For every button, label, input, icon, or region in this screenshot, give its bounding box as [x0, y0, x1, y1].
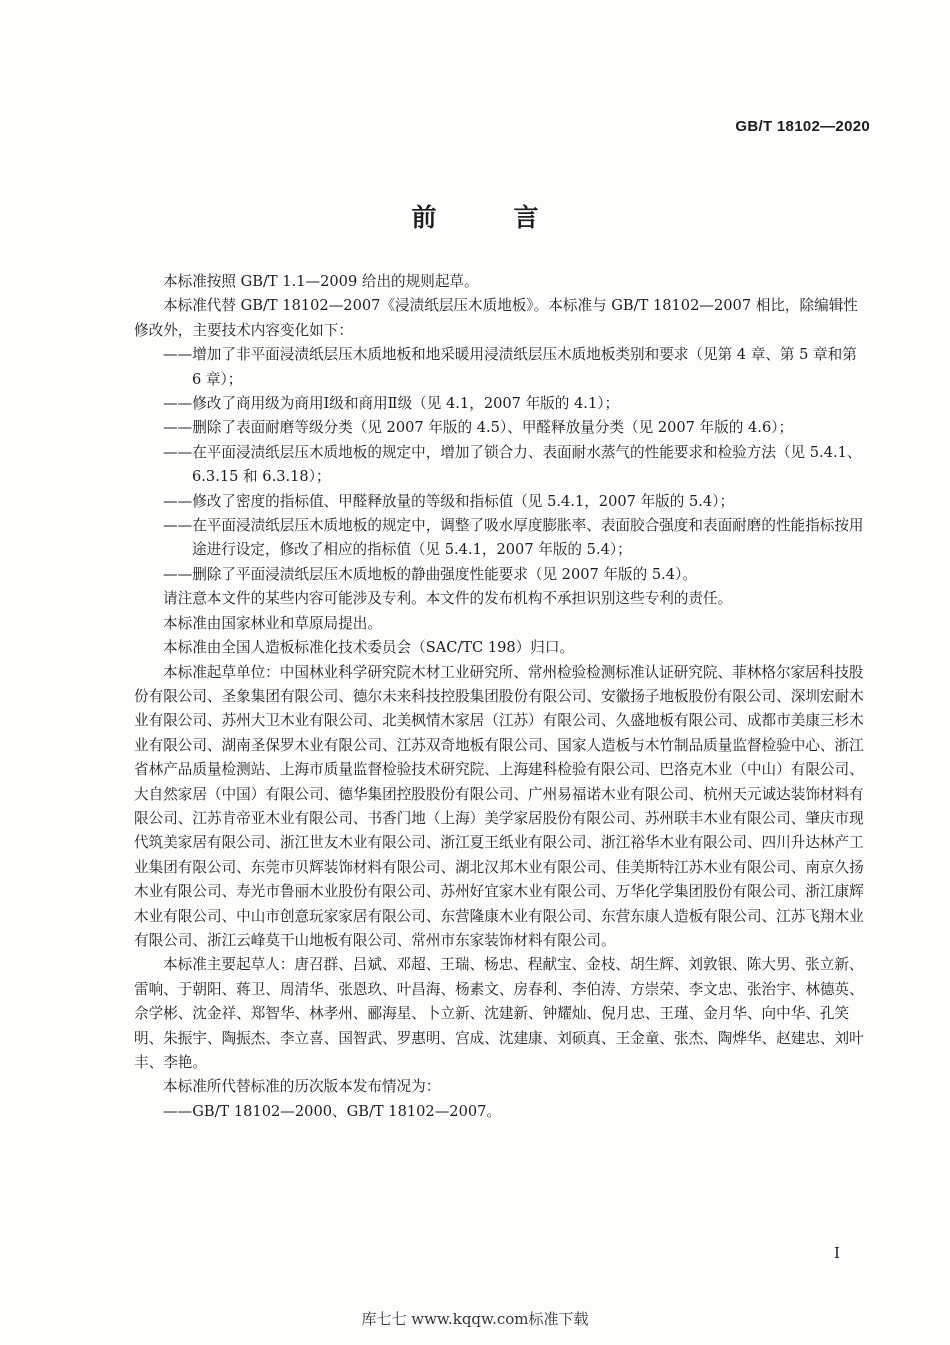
change-item: ——删除了表面耐磨等级分类（见 2007 年版的 4.5）、甲醛释放量分类（见 2007 年版的 4.6）； — [163, 419, 794, 437]
history-item: ——GB/T 18102—2000、GB/T 18102—2007。 — [163, 1102, 502, 1120]
change-item: ——删除了平面浸渍纸层压木质地板的静曲强度性能要求（见 2007 年版的 5.4）。 — [163, 565, 697, 583]
paragraph-committee: 本标准由全国人造板标准化技术委员会（SAC/TC 198）归口。 — [163, 639, 575, 657]
change-item: ——修改了密度的指标值、甲醛释放量的等级和指标值（见 5.4.1，2007 年版的 5.4）； — [163, 492, 735, 510]
change-item: ——在平面浸渍纸层压木质地板的规定中，调整了吸水厚度膨胀率、表面胶合强度和表面耐磨的性能指标按用途进行设定，修改了相应的指标值（见 5.4.1，2007 年版的 5.4）； — [163, 517, 864, 559]
paragraph-replacement: 本标准代替 GB/T 18102—2007《浸渍纸层压木质地板》。本标准与 GB/T 18102—2007 相比，除编辑性修改外，主要技术内容变化如下： — [134, 297, 858, 339]
change-item: ——修改了商用级为商用Ⅰ级和商用Ⅱ级（见 4.1，2007 年版的 4.1）； — [163, 395, 620, 413]
standard-code: GB/T 18102—2020 — [735, 118, 870, 135]
paragraph-drafters: 本标准主要起草人：唐召群、吕斌、邓超、王瑞、杨忠、程献宝、金枝、胡生辉、刘敦银、陈大男、张立新、雷响、于朝阳、蒋卫、周清华、张恩玖、叶昌海、杨素文、房春利、李伯涛、方崇荣、李文忠、张治宇、林德英、佘学彬、沈金祥、郑智华、林孝州、郦海星、卜立新、沈建新、钟耀灿、倪月忠、王瑾、金月华、向中华、孔笑明、朱振宇、陶振杰、李立喜、国智武、罗惠明、宫成、沈建康、刘硕真、王金童、张杰、陶烨华、赵建忠、刘叶丰、李艳。 — [134, 956, 864, 1071]
page-title: 前 言 — [411, 203, 565, 232]
document-body — [134, 270, 869, 1124]
paragraph-drafting-units: 本标准起草单位：中国林业科学研究院木材工业研究所、常州检验检测标准认证研究院、菲林格尔家居科技股份有限公司、圣象集团有限公司、德尔未来科技控股集团股份有限公司、安徽扬子地板股份有限公司、深圳宏耐木业有限公司、苏州大卫木业有限公司、北美枫情木家居（江苏）有限公司、久盛地板有限公司、成都市美康三杉木业有限公司、湖南圣保罗木业有限公司、江苏双奇地板有限公司、国家人造板与木竹制品质量监督检验中心、浙江省林产品质量检测站、上海市质量监督检验技术研究院、上海建科检验有限公司、巴洛克木业（中山）有限公司、大自然家居（中国）有限公司、德华集团控股股份有限公司、广州易福诺木业有限公司、杭州天元诚达装饰材料有限公司、江苏肯帝亚木业有限公司、书香门地（上海）美学家居股份有限公司、苏州联丰木业有限公司、肇庆市现代筑美家居有限公司、浙江世友木业有限公司、浙江夏王纸业有限公司、浙江裕华木业有限公司、四川升达林产工业集团有限公司、东莞市贝辉装饰材料有限公司、湖北汉邦木业有限公司、佳美斯特江苏木业有限公司、南京久扬木业有限公司、寿光市鲁丽木业股份有限公司、苏州好宜家木业有限公司、万华化学集团股份有限公司、浙江康辉木业有限公司、中山市创意玩家家居有限公司、东营隆康木业有限公司、东营东康人造板有限公司、江苏飞翔木业有限公司、浙江云峰莫干山地板有限公司、常州市东家装饰材料有限公司。 — [134, 663, 864, 949]
paragraph-history-intro: 本标准所代替标准的历次版本发布情况为： — [163, 1078, 441, 1096]
paragraph-patent-notice: 请注意本文件的某些内容可能涉及专利。本文件的发布机构不承担识别这些专利的责任。 — [163, 590, 733, 608]
page-number: I — [834, 1244, 840, 1262]
footer-watermark: 库七七 www.kqqw.com标准下载 — [361, 1310, 589, 1328]
paragraph-drafting-rules: 本标准按照 GB/T 1.1—2009 给出的规则起草。 — [163, 273, 479, 290]
change-item: ——增加了非平面浸渍纸层压木质地板和地采暖用浸渍纸层压木质地板类别和要求（见第 4 章、第 5 章和第 6 章）； — [163, 346, 857, 388]
paragraph-proposed-by: 本标准由国家林业和草原局提出。 — [163, 614, 382, 632]
change-item: ——在平面浸渍纸层压木质地板的规定中，增加了锁合力、表面耐水蒸气的性能要求和检验方法（见 5.4.1、6.3.15 和 6.3.18）； — [163, 443, 862, 486]
